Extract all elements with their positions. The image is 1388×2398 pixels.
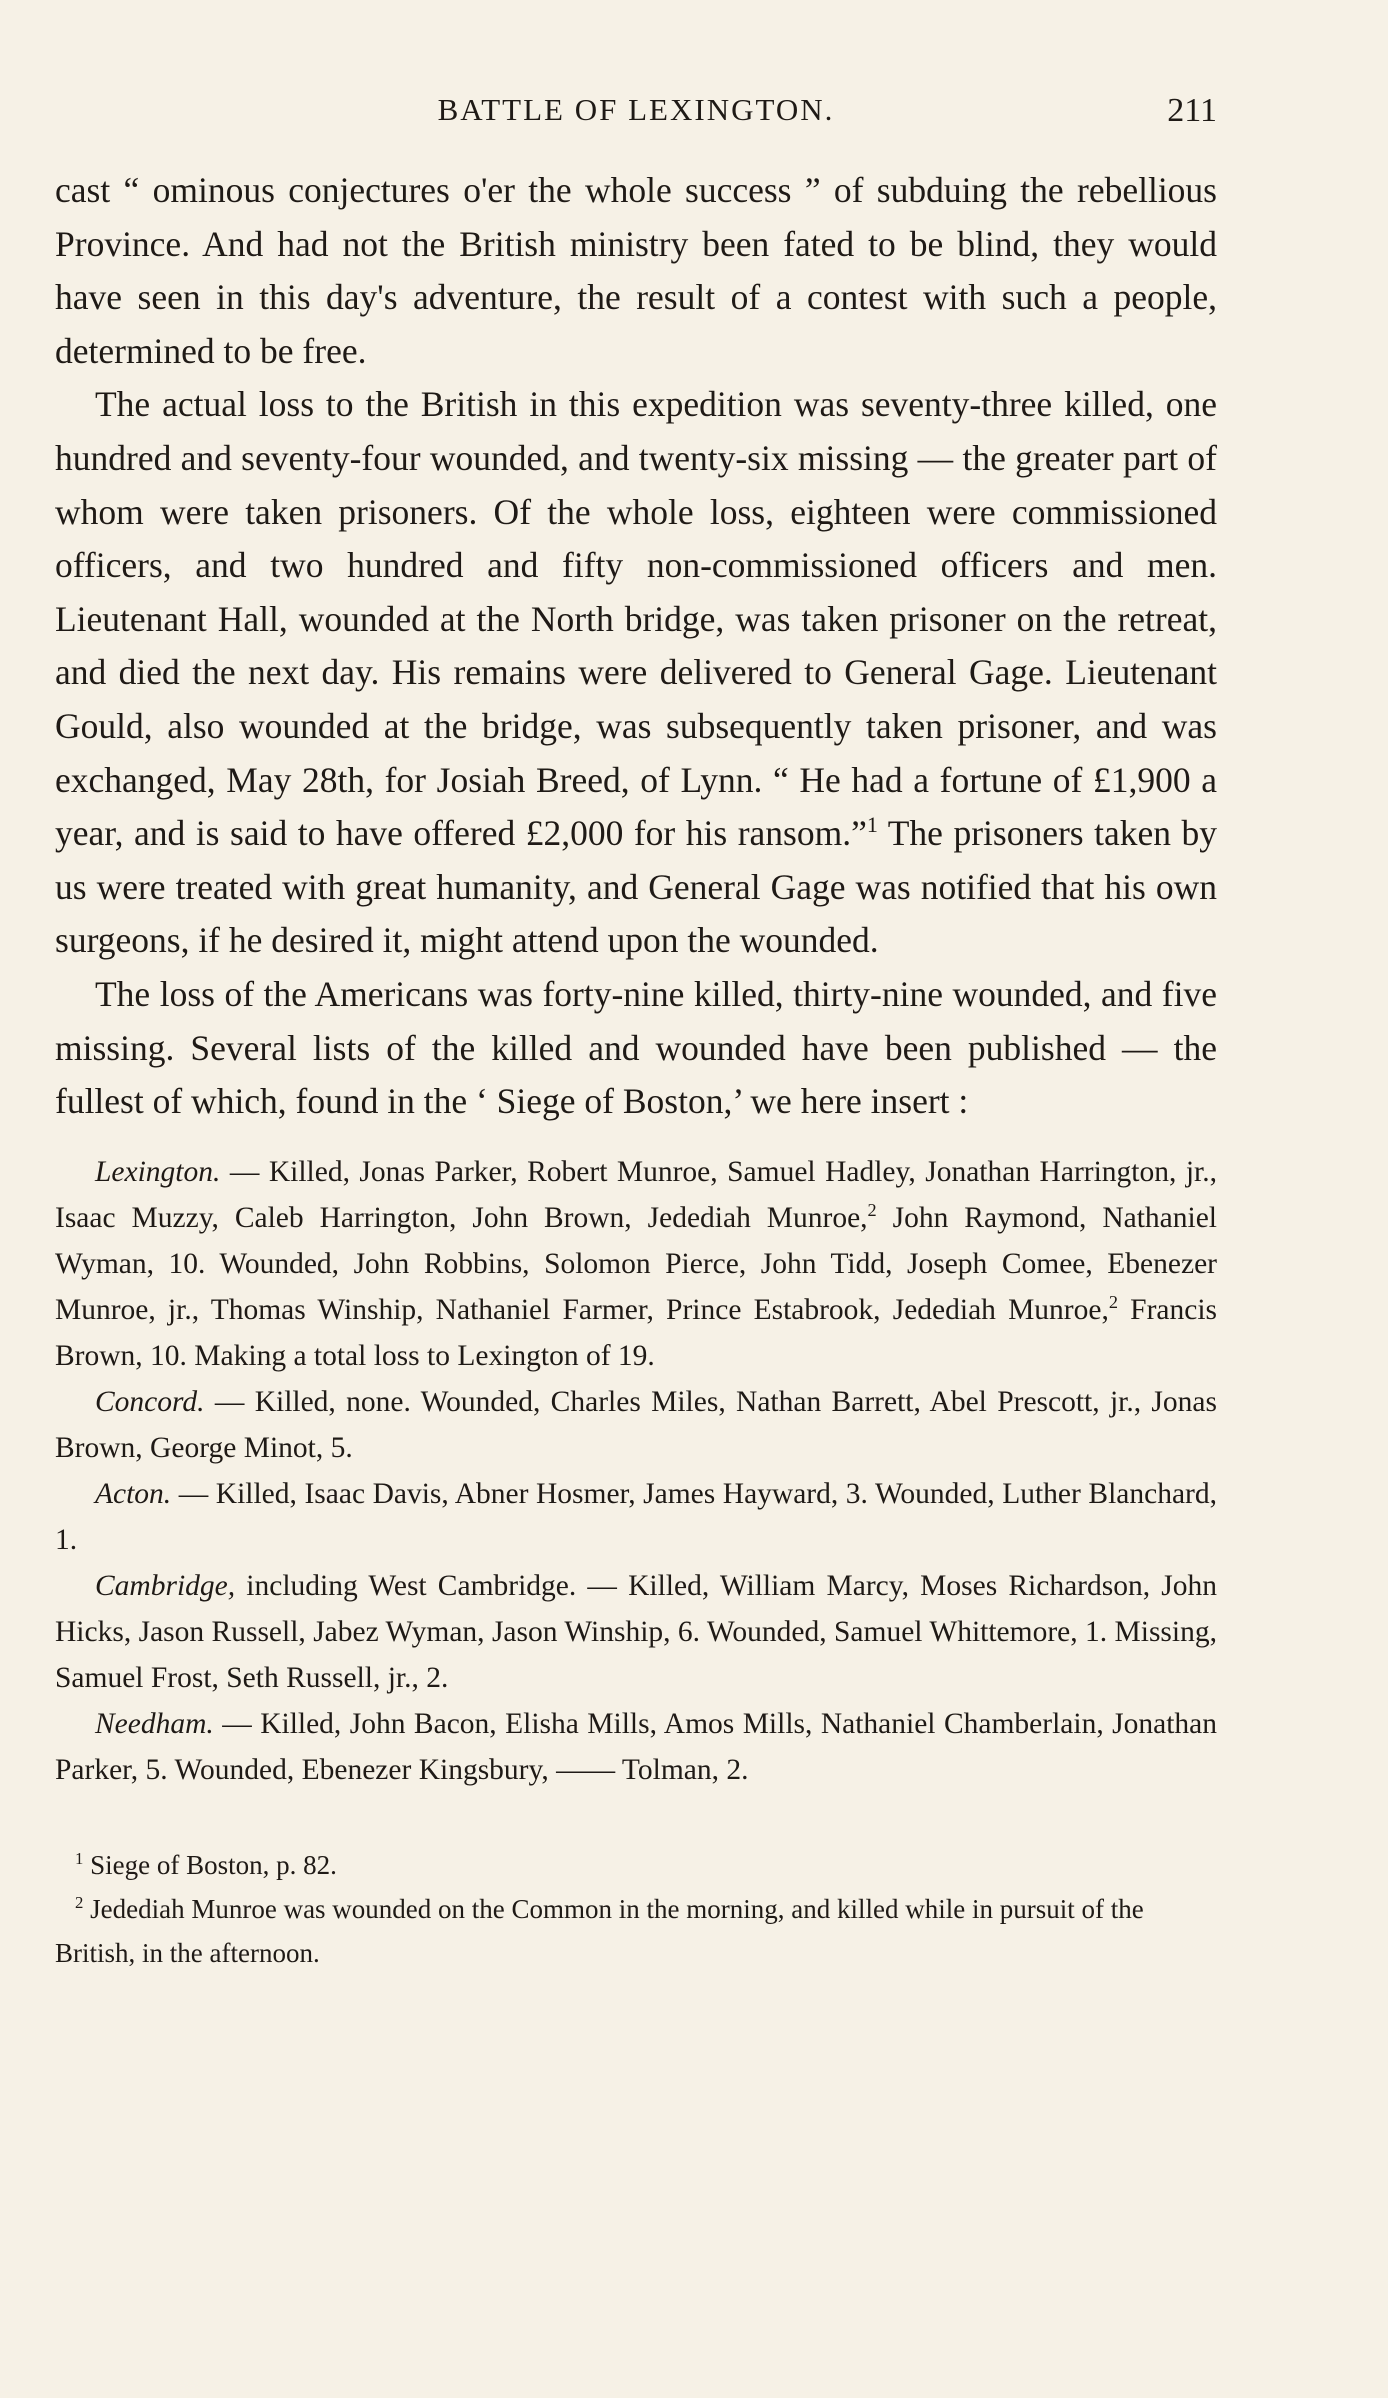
paragraph-2-text: The actual loss to the British in this expedition was seventy-three killed, one hundred and seventy-four wounded, and twenty-six missing — the greater part of whom were taken prisoners. Of the whole loss, eighteen were commissioned officers, and two hundred and fifty non-commissioned officers and men. Lieutenant Hall, wounded at the North bridge, was taken prisoner on the retreat, and died the next day. His remains were delivered to General Gage. Lieutenant Gould, also wounded at the bridge, was subsequently taken prisoner, and was exchanged, May 28th, for Josiah Breed, of Lynn. “ He had a fortune of £1,900 a year, and is said to have offered £2,000 for his ransom.” bbox=[55, 384, 1217, 854]
casualty-entry-acton bbox=[55, 1471, 1217, 1563]
casualty-text: Francis Brown, 10. Making a total loss to Lexington of 19. bbox=[55, 1293, 1218, 1372]
casualty-text: John Raymond, Nathaniel Wyman, 10. Wounded, John Robbins, Solomon Pierce, John Tidd, Joseph Comee, Ebenezer Munroe, jr., Thomas Winship, Nathaniel Farmer, Prince Estabrook, Jedediah Munroe, bbox=[55, 1201, 1217, 1326]
paragraph-3: The loss of the Americans was forty-nine killed, thirty-nine wounded, and five missing. Several lists of the killed and wounded have been published — the fullest of which, found in the ‘ Siege of Boston,’ we here insert : bbox=[55, 973, 1217, 1122]
footnote-ref-1: 1 bbox=[866, 812, 878, 838]
paragraph-2-text-after: The prisoners taken by us were treated with great humanity, and General Gage was notified that his own surgeons, if he desired it, might attend upon the wounded. bbox=[55, 813, 1217, 961]
running-head bbox=[55, 92, 1217, 142]
casualty-entry-lexington bbox=[55, 1149, 1217, 1379]
town-name: Acton. bbox=[95, 1477, 172, 1510]
footnote-marker: 1 bbox=[75, 1848, 84, 1868]
casualty-list bbox=[55, 1149, 1217, 1793]
footnotes bbox=[55, 1843, 1217, 1975]
page-number: 211 bbox=[1167, 92, 1217, 129]
town-name: Concord. bbox=[95, 1385, 205, 1418]
casualty-text: including West Cambridge. — Killed, William Marcy, Moses Richardson, John Hicks, Jason Russell, Jabez Wyman, Jason Winship, 6. Wounded, Samuel Whittemore, 1. Missing, Samuel Frost, Seth Russell, jr., 2. bbox=[55, 1569, 1217, 1694]
footnote-text: Siege of Boston, p. 82. bbox=[83, 1849, 337, 1880]
casualty-text: — Killed, Jonas Parker, Robert Munroe, Samuel Hadley, Jonathan Harrington, jr., Isaac Muzzy, Caleb Harrington, John Brown, Jedediah Munroe, bbox=[55, 1155, 1217, 1234]
body-text bbox=[55, 164, 1217, 1129]
town-name: Lexington. bbox=[95, 1155, 221, 1188]
casualty-text: — Killed, none. Wounded, Charles Miles, Nathan Barrett, Abel Prescott, jr., Jonas Brown, George Minot, 5. bbox=[55, 1385, 1217, 1464]
footnote-ref-2: 2 bbox=[867, 1199, 877, 1220]
paragraph-2 bbox=[55, 378, 1217, 968]
town-name: Cambridge, bbox=[95, 1569, 236, 1602]
footnote-text: Jedediah Munroe was wounded on the Common in the morning, and killed while in pursuit of the British, in the afternoon. bbox=[55, 1893, 1144, 1968]
footnote-1 bbox=[55, 1843, 1217, 1887]
footnote-marker: 2 bbox=[75, 1892, 84, 1912]
casualty-text: — Killed, Isaac Davis, Abner Hosmer, James Hayward, 3. Wounded, Luther Blanchard, 1. bbox=[55, 1477, 1217, 1556]
casualty-entry-cambridge bbox=[55, 1563, 1217, 1701]
casualty-entry-needham bbox=[55, 1701, 1217, 1793]
book-page bbox=[55, 92, 1217, 2372]
town-name: Needham. bbox=[95, 1707, 214, 1740]
running-title: BATTLE OF LEXINGTON. bbox=[437, 92, 835, 127]
paragraph-1: cast “ ominous conjectures o'er the whole success ” of subduing the rebellious Province. And had not the British ministry been fated to be blind, they would have seen in this day's adventure, the result of a contest with such a people, determined to be free. bbox=[55, 170, 1217, 371]
footnote-ref-2: 2 bbox=[1108, 1291, 1118, 1312]
casualty-text: — Killed, John Bacon, Elisha Mills, Amos Mills, Nathaniel Chamberlain, Jonathan Parker, 5. Wounded, Ebenezer Kingsbury, —— Tolman, 2. bbox=[55, 1707, 1217, 1786]
footnote-2 bbox=[55, 1887, 1217, 1975]
casualty-entry-concord bbox=[55, 1379, 1217, 1471]
